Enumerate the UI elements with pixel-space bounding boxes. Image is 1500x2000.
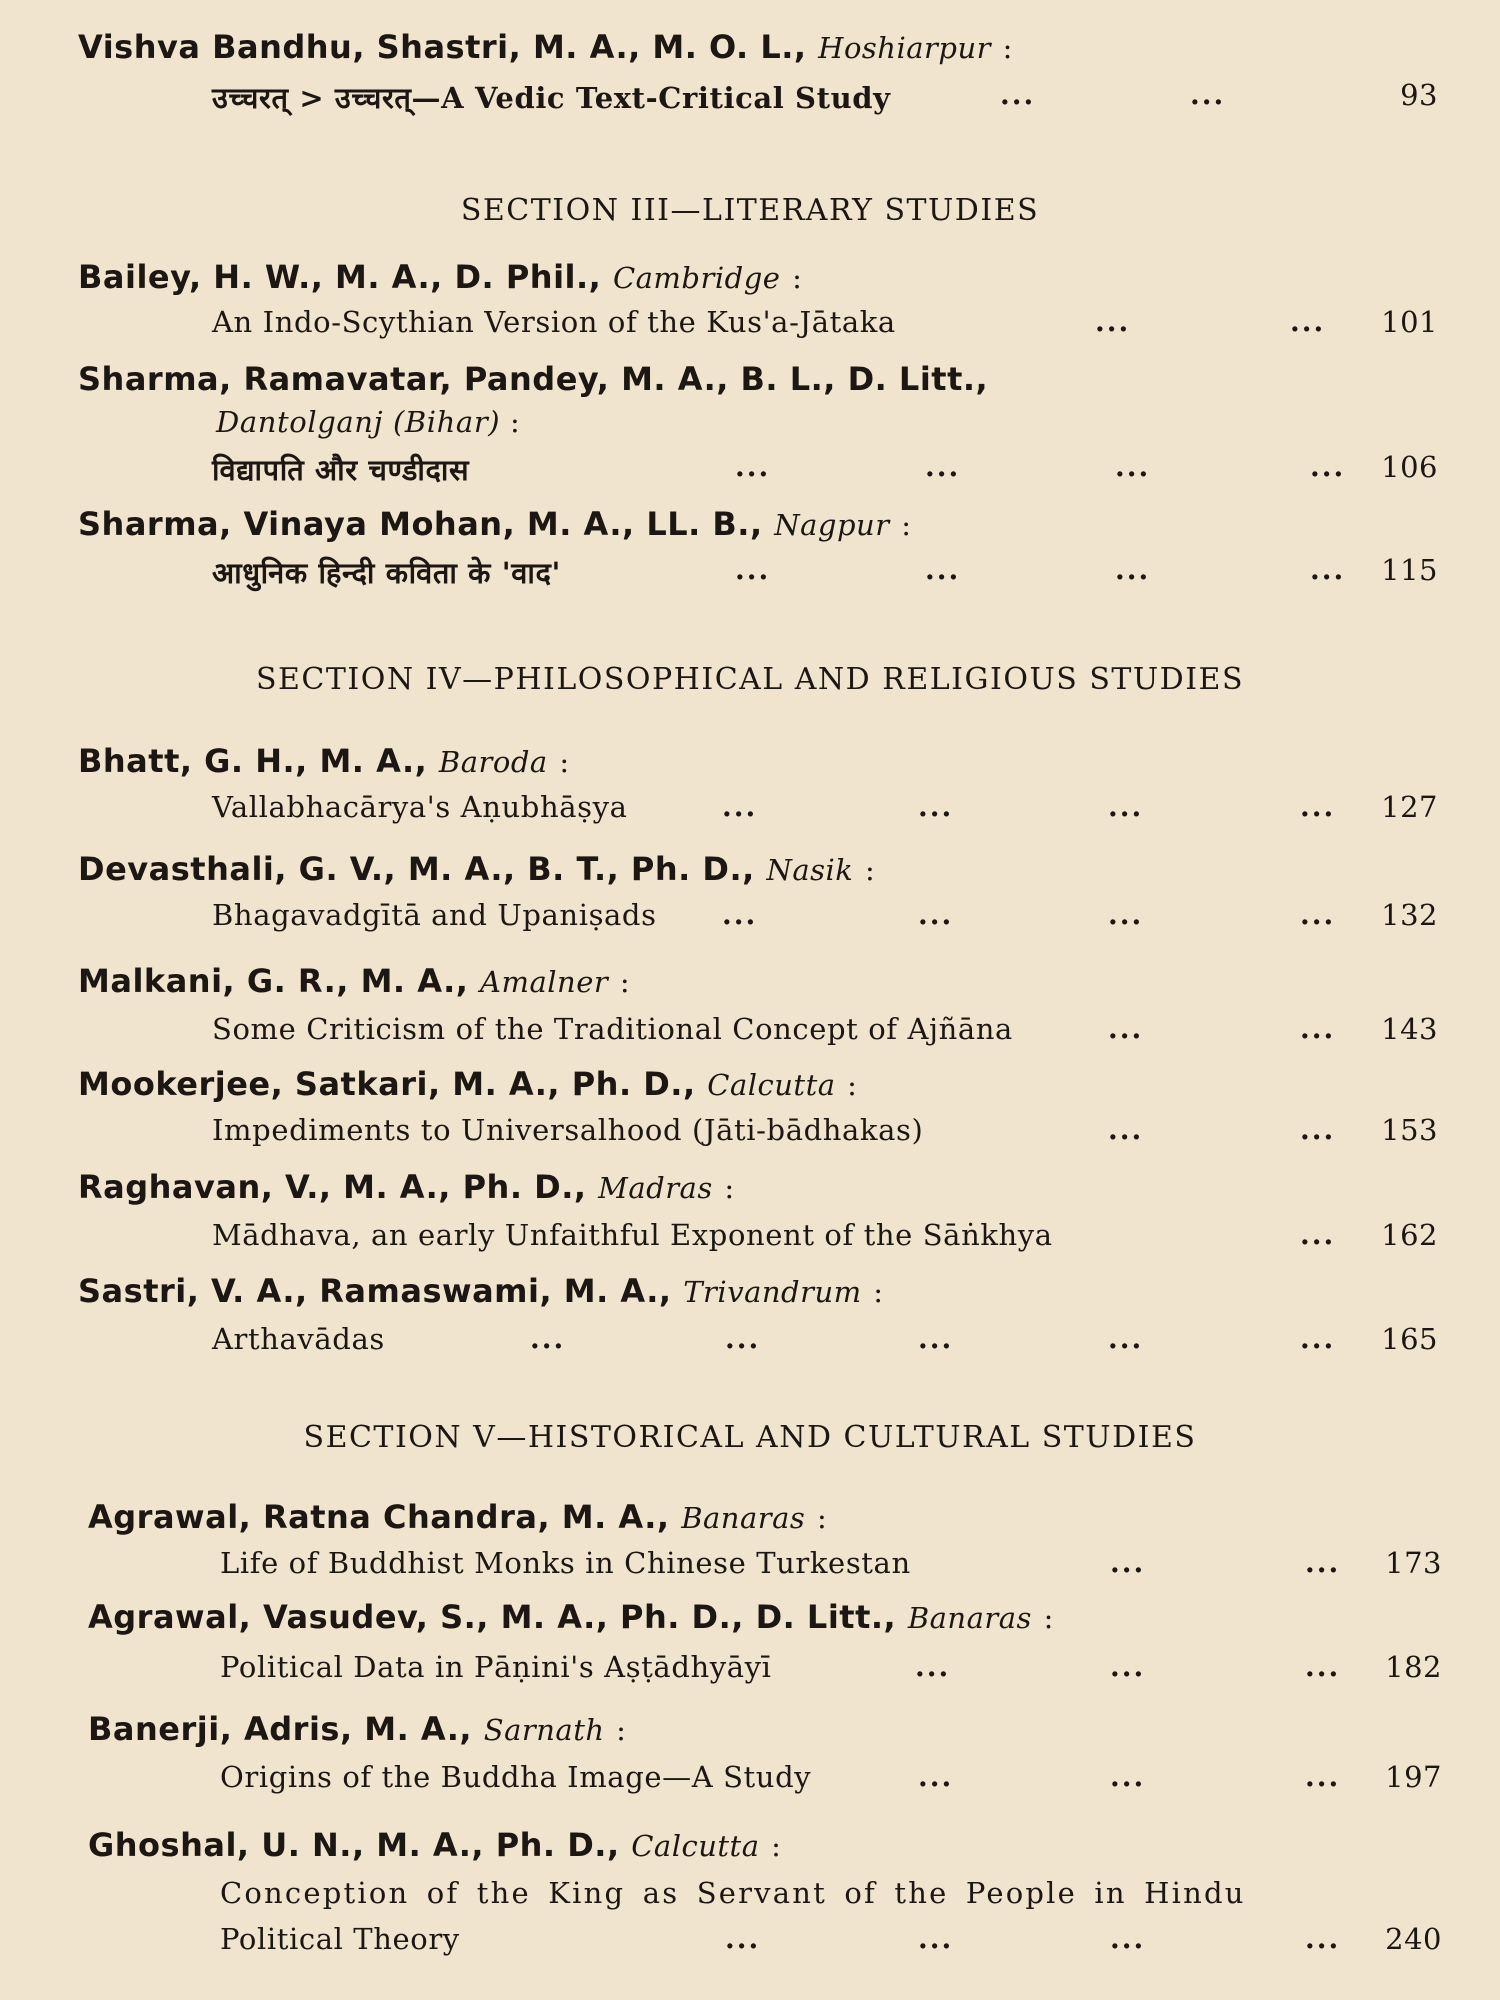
page-number: 197 <box>1385 1760 1442 1794</box>
leader-dots: ... <box>1305 1922 1341 1955</box>
leader-dots: ... <box>918 1322 954 1355</box>
entry-title: Conception of the King as Servant of the People in Hindu <box>220 1876 1246 1910</box>
leader-dots: ... <box>735 450 771 483</box>
leader-dots: ... <box>722 898 758 931</box>
entry-author: Banerji, Adris, M. A., Sarnath : <box>88 1710 627 1748</box>
entry-title: Impediments to Universalhood (Jāti-bādhakas) <box>212 1113 924 1147</box>
entry-title: Mādhava, an early Unfaithful Exponent of the Sāṅkhya <box>212 1218 1053 1252</box>
page-number: 182 <box>1385 1650 1442 1684</box>
page-number: 153 <box>1381 1113 1438 1147</box>
leader-dots: ... <box>1300 1012 1336 1045</box>
entry-author: Devasthali, G. V., M. A., B. T., Ph. D., Nasik : <box>78 850 876 888</box>
entry-author: Agrawal, Vasudev, S., M. A., Ph. D., D. Litt., Banaras : <box>88 1598 1054 1636</box>
leader-dots: ... <box>725 1922 761 1955</box>
leader-dots: ... <box>1000 78 1036 111</box>
entry-author: Sharma, Ramavatar, Pandey, M. A., B. L., D. Litt., <box>78 360 989 398</box>
entry-title-continued: Political Theory <box>220 1922 460 1956</box>
entry-title: Vallabhacārya's Aṇubhāṣya <box>212 790 628 824</box>
entry-author: Malkani, G. R., M. A., Amalner : <box>78 962 631 1000</box>
leader-dots: ... <box>1115 450 1151 483</box>
leader-dots: ... <box>918 1922 954 1955</box>
page-number: 106 <box>1381 450 1438 484</box>
leader-dots: ... <box>918 790 954 823</box>
leader-dots: ... <box>1110 1760 1146 1793</box>
page-number: 127 <box>1381 790 1438 824</box>
leader-dots: ... <box>735 553 771 586</box>
entry-title: Political Data in Pāṇini's Aṣṭādhyāyī <box>220 1650 772 1684</box>
leader-dots: ... <box>1305 1760 1341 1793</box>
page-number: 93 <box>1400 78 1438 112</box>
entry-place: Dantolganj (Bihar) : <box>216 405 521 439</box>
page-number: 101 <box>1381 305 1438 339</box>
leader-dots: ... <box>1108 1012 1144 1045</box>
entry-author: Bailey, H. W., M. A., D. Phil., Cambridge : <box>78 258 803 296</box>
leader-dots: ... <box>530 1322 566 1355</box>
entry-author: Sastri, V. A., Ramaswami, M. A., Trivandrum : <box>78 1272 884 1310</box>
leader-dots: ... <box>1110 1922 1146 1955</box>
entry-author: Sharma, Vinaya Mohan, M. A., LL. B., Nagpur : <box>78 505 912 543</box>
leader-dots: ... <box>1290 305 1326 338</box>
leader-dots: ... <box>1108 898 1144 931</box>
section-heading: SECTION V—HISTORICAL AND CULTURAL STUDIES <box>303 1420 1197 1455</box>
entry-author: Raghavan, V., M. A., Ph. D., Madras : <box>78 1168 735 1206</box>
page-number: 143 <box>1381 1012 1438 1046</box>
leader-dots: ... <box>1310 450 1346 483</box>
entry-title: Bhagavadgītā and Upaniṣads <box>212 898 657 932</box>
leader-dots: ... <box>918 1760 954 1793</box>
leader-dots: ... <box>1300 790 1336 823</box>
section-heading: SECTION III—LITERARY STUDIES <box>460 193 1040 228</box>
page-number: 162 <box>1381 1218 1438 1252</box>
entry-title: Life of Buddhist Monks in Chinese Turkestan <box>220 1546 911 1580</box>
leader-dots: ... <box>1110 1546 1146 1579</box>
leader-dots: ... <box>725 1322 761 1355</box>
leader-dots: ... <box>1115 553 1151 586</box>
leader-dots: ... <box>1300 1322 1336 1355</box>
entry-title: Origins of the Buddha Image—A Study <box>220 1760 812 1794</box>
leader-dots: ... <box>1095 305 1131 338</box>
page-number: 240 <box>1385 1922 1442 1956</box>
leader-dots: ... <box>1300 898 1336 931</box>
leader-dots: ... <box>722 790 758 823</box>
entry-title: विद्यापति और चण्डीदास <box>212 453 470 487</box>
entry-author: Ghoshal, U. N., M. A., Ph. D., Calcutta : <box>88 1826 782 1864</box>
entry-author: Vishva Bandhu, Shastri, M. A., M. O. L., Hoshiarpur : <box>78 28 1013 66</box>
section-heading: SECTION IV—PHILOSOPHICAL AND RELIGIOUS STUDIES <box>255 662 1245 697</box>
leader-dots: ... <box>1300 1113 1336 1146</box>
leader-dots: ... <box>925 450 961 483</box>
leader-dots: ... <box>1300 1218 1336 1251</box>
leader-dots: ... <box>1108 1113 1144 1146</box>
leader-dots: ... <box>1108 790 1144 823</box>
page-number: 173 <box>1385 1546 1442 1580</box>
entry-author: Mookerjee, Satkari, M. A., Ph. D., Calcutta : <box>78 1065 858 1103</box>
leader-dots: ... <box>1110 1650 1146 1683</box>
page-number: 132 <box>1381 898 1438 932</box>
leader-dots: ... <box>915 1650 951 1683</box>
leader-dots: ... <box>1310 553 1346 586</box>
entry-title: Some Criticism of the Traditional Concept of Ajñāna <box>212 1012 1013 1046</box>
leader-dots: ... <box>925 553 961 586</box>
entry-author: Agrawal, Ratna Chandra, M. A., Banaras : <box>88 1498 828 1536</box>
leader-dots: ... <box>1190 78 1226 111</box>
entry-title: An Indo-Scythian Version of the Kus'a-Jātaka <box>212 305 896 339</box>
leader-dots: ... <box>1305 1650 1341 1683</box>
entry-title: Arthavādas <box>212 1322 385 1356</box>
entry-title: उच्चरत् > उच्चरत्—A Vedic Text-Critical Study <box>212 81 891 115</box>
leader-dots: ... <box>1305 1546 1341 1579</box>
page-number: 115 <box>1381 553 1438 587</box>
entry-title: आधुनिक हिन्दी कविता के 'वाद' <box>212 556 561 590</box>
page-number: 165 <box>1381 1322 1438 1356</box>
leader-dots: ... <box>1108 1322 1144 1355</box>
leader-dots: ... <box>918 898 954 931</box>
entry-author: Bhatt, G. H., M. A., Baroda : <box>78 742 570 780</box>
